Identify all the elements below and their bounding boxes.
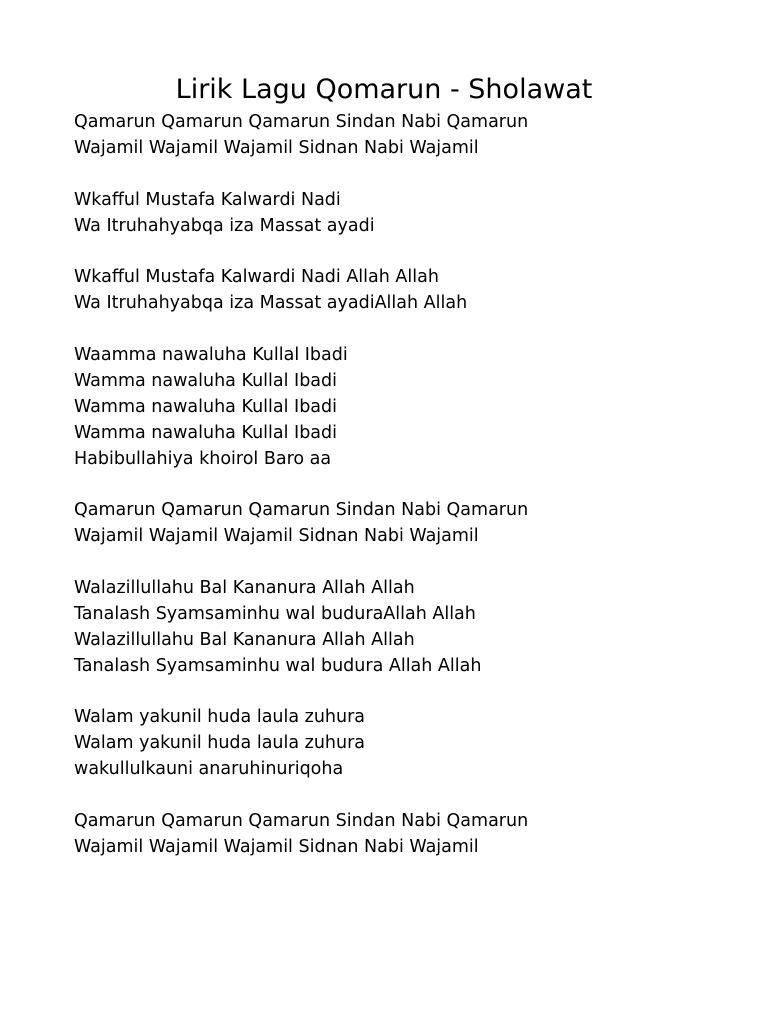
lyric-line: Wkafful Mustafa Kalwardi Nadi [74,189,341,210]
stanza [74,188,734,240]
stanza [74,809,734,861]
stanza [74,705,734,783]
lyric-line: Habibullahiya khoirol Baro aa [74,448,332,469]
lyric-line: Waamma nawaluha Kullal Ibadi [74,345,348,366]
lyric-line: Walazillullahu Bal Kananura Allah Allah [74,578,415,599]
lyric-line: Wamma nawaluha Kullal Ibadi [74,396,338,417]
lyric-line: Qamarun Qamarun Qamarun Sindan Nabi Qamarun [74,811,529,832]
stanza [74,498,734,550]
lyric-line: wakullulkauni anaruhinuriqoha [74,759,344,780]
lyric-line: Walam yakunil huda laula zuhura [74,707,366,728]
lyric-line: Walazillullahu Bal Kananura Allah Allah [74,629,415,650]
lyric-line: Wa Itruhahyabqa iza Massat ayadi [74,215,375,236]
lyric-line: Wajamil Wajamil Wajamil Sidnan Nabi Wajamil [74,836,479,857]
stanza [74,576,734,680]
lyrics-body [74,110,734,887]
lyric-line: Wajamil Wajamil Wajamil Sidnan Nabi Wajamil [74,137,479,158]
lyric-line: Wa Itruhahyabqa iza Massat ayadiAllah Allah [74,293,468,314]
lyric-line: Wkafful Mustafa Kalwardi Nadi Allah Allah [74,267,439,288]
stanza [74,110,734,162]
stanza [74,265,734,317]
lyric-line: Wamma nawaluha Kullal Ibadi [74,370,338,391]
lyric-line: Wajamil Wajamil Wajamil Sidnan Nabi Wajamil [74,526,479,547]
lyric-line: Qamarun Qamarun Qamarun Sindan Nabi Qamarun [74,500,529,521]
lyric-line: Wamma nawaluha Kullal Ibadi [74,422,338,443]
stanza [74,343,734,472]
lyric-line: Tanalash Syamsaminhu wal budura Allah Allah [74,655,482,676]
page-title: Lirik Lagu Qomarun - Sholawat [175,74,593,105]
lyric-line: Walam yakunil huda laula zuhura [74,733,366,754]
lyric-line: Qamarun Qamarun Qamarun Sindan Nabi Qamarun [74,112,529,132]
lyric-line: Tanalash Syamsaminhu wal buduraAllah Allah [74,603,476,624]
